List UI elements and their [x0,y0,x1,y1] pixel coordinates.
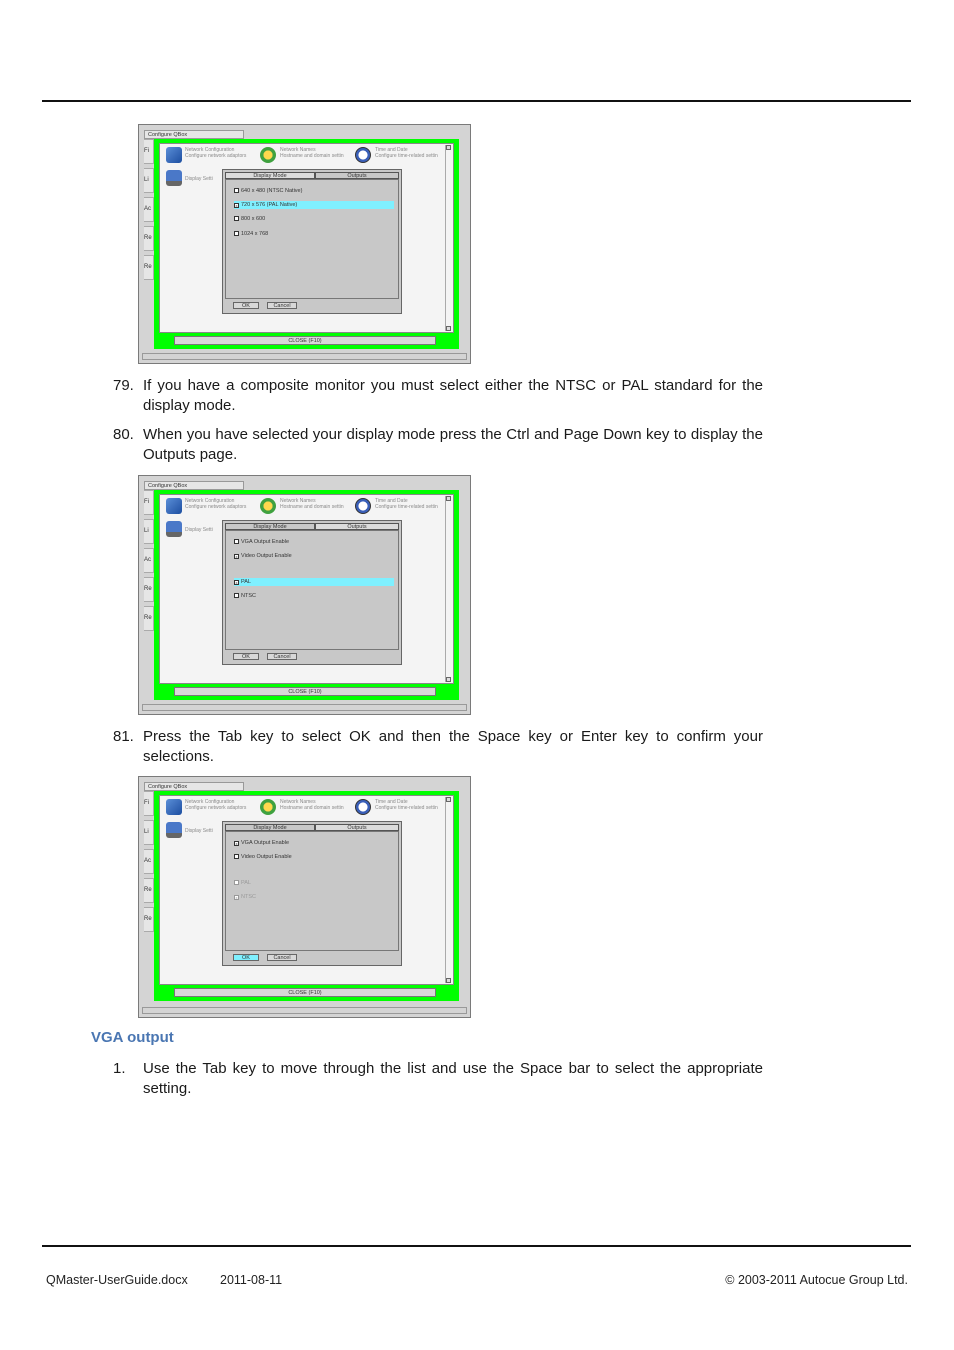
network-config-icon [166,799,182,815]
option-row[interactable]: 800 x 600 [234,215,265,223]
focus-frame [154,490,459,700]
tab-outputs[interactable]: Outputs [315,172,399,179]
horizontal-scrollbar[interactable] [142,1007,467,1014]
checkbox-icon: x [235,895,238,900]
time-date-label: Time and Date Configure time-related settin [375,498,438,510]
config-panel [159,795,454,985]
display-settings-icon [166,170,182,186]
network-config-label: Network Configuration Configure network adaptors [185,498,247,510]
screenshot-outputs-vga [138,776,471,1018]
time-date-icon [355,147,371,163]
footer-filename: QMaster-UserGuide.docx [46,1273,188,1287]
option-row[interactable]: NTSC [234,592,256,600]
checkbox-icon [234,880,239,885]
checkbox-icon[interactable] [234,188,239,193]
left-tab: Re [144,606,154,631]
network-names-label: Network Names Hostname and domain settin [280,498,344,510]
checkbox-icon[interactable]: x [235,841,238,846]
network-names-icon [260,498,276,514]
display-dialog [222,169,402,314]
vertical-scrollbar[interactable] [445,797,452,983]
left-tab: Fi [144,791,154,816]
network-config-label: Network Configuration Configure network adaptors [185,147,247,159]
option-row[interactable]: 640 x 480 (NTSC Native) [234,187,302,195]
horizontal-scrollbar[interactable] [142,353,467,360]
left-tab: Ac [144,548,154,573]
left-tabs [144,139,154,339]
network-names-label: Network Names Hostname and domain settin [280,147,344,159]
footer-date: 2011-08-11 [220,1273,283,1287]
tab-outputs[interactable]: Outputs [315,824,399,831]
window-tab: Configure QBox [144,782,244,791]
checkbox-icon[interactable] [234,593,239,598]
footer-copyright: © 2003-2011 Autocue Group Ltd. [725,1273,908,1287]
option-row[interactable]: VGA Output Enable [234,538,289,546]
left-tab: Li [144,820,154,845]
tab-display-mode[interactable]: Display Mode [225,523,315,530]
left-tabs [144,791,154,991]
left-tab: Re [144,907,154,932]
left-tab: Ac [144,849,154,874]
focus-frame [154,791,459,1001]
tab-outputs[interactable]: Outputs [315,523,399,530]
left-tab: Re [144,878,154,903]
left-tab: Ac [144,197,154,222]
left-tab: Re [144,226,154,251]
display-settings-label: Display Setti [185,828,213,834]
time-date-icon [355,498,371,514]
close-button[interactable]: CLOSE (F10) [174,687,436,696]
close-button[interactable]: CLOSE (F10) [174,336,436,345]
left-tab: Re [144,255,154,280]
display-settings-icon [166,521,182,537]
left-tab: Fi [144,490,154,515]
footer-rule [42,1245,911,1247]
checkbox-icon[interactable] [234,854,239,859]
option-row[interactable]: x VGA Output Enable [235,840,290,846]
cancel-button[interactable]: Cancel [267,653,297,660]
network-config-label: Network Configuration Configure network adaptors [185,799,247,811]
option-row[interactable]: x 720 x 576 (PAL Native) [234,201,394,209]
ok-button[interactable]: OK [233,653,259,660]
config-panel [159,143,454,333]
header-rule [42,100,911,102]
vertical-scrollbar[interactable] [445,145,452,331]
screenshot-outputs-pal [138,475,471,715]
time-date-icon [355,799,371,815]
option-row[interactable]: Video Output Enable [234,853,292,861]
network-config-icon [166,147,182,163]
display-settings-label: Display Setti [185,527,213,533]
left-tab: Li [144,519,154,544]
config-panel [159,494,454,684]
display-settings-label: Display Setti [185,176,213,182]
vertical-scrollbar[interactable] [445,496,452,682]
checkbox-icon[interactable] [234,231,239,236]
screenshot-display-mode [138,124,471,364]
time-date-label: Time and Date Configure time-related settin [375,147,438,159]
left-tab: Re [144,577,154,602]
network-names-icon [260,799,276,815]
cancel-button[interactable]: Cancel [267,954,297,961]
left-tab: Fi [144,139,154,164]
display-settings-icon [166,822,182,838]
network-names-icon [260,147,276,163]
ok-button[interactable]: OK [233,302,259,309]
display-dialog [222,821,402,966]
checkbox-icon[interactable]: x [235,203,238,208]
option-row: PAL [234,879,251,887]
tab-display-mode[interactable]: Display Mode [225,824,315,831]
option-row: x NTSC [235,894,256,900]
checkbox-icon[interactable] [234,216,239,221]
option-row[interactable]: x PAL [234,578,394,586]
network-config-icon [166,498,182,514]
option-row[interactable]: x Video Output Enable [235,553,292,559]
close-button[interactable]: CLOSE (F10) [174,988,436,997]
option-row[interactable]: 1024 x 768 [234,230,268,238]
ok-button[interactable]: OK [233,954,259,961]
checkbox-icon[interactable]: x [235,554,238,559]
horizontal-scrollbar[interactable] [142,704,467,711]
display-dialog [222,520,402,665]
left-tab: Li [144,168,154,193]
cancel-button[interactable]: Cancel [267,302,297,309]
section-heading: VGA output [91,1029,174,1046]
time-date-label: Time and Date Configure time-related settin [375,799,438,811]
network-names-label: Network Names Hostname and domain settin [280,799,344,811]
checkbox-icon[interactable]: x [235,580,238,585]
window-tab: Configure QBox [144,130,244,139]
window-tab: Configure QBox [144,481,244,490]
tab-display-mode[interactable]: Display Mode [225,172,315,179]
focus-frame [154,139,459,349]
left-tabs [144,490,154,690]
checkbox-icon[interactable] [234,539,239,544]
